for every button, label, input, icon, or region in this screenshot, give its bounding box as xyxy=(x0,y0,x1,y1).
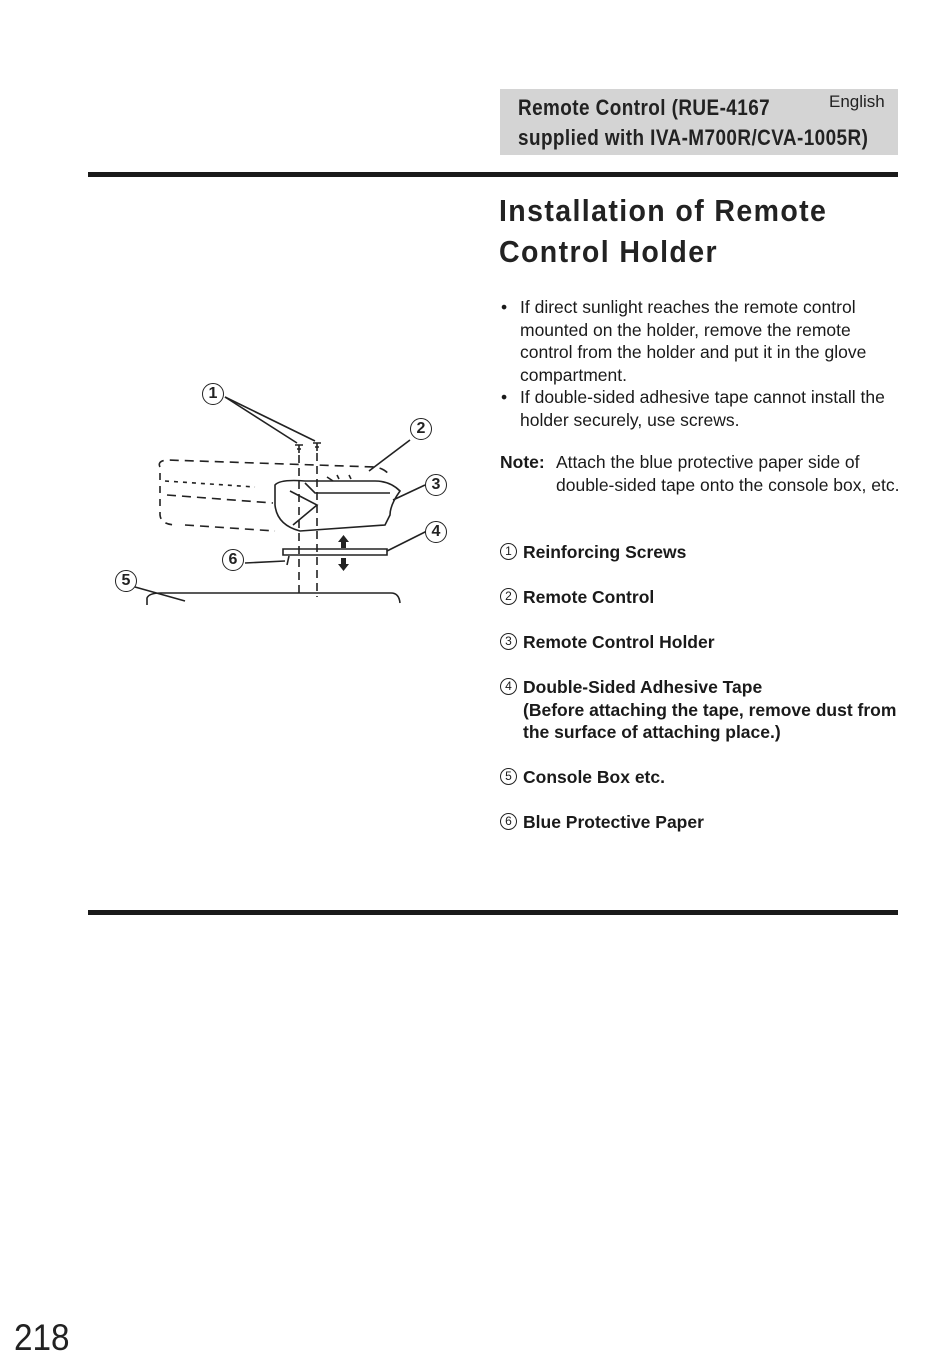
top-divider xyxy=(88,172,898,177)
part-label: Blue Protective Paper xyxy=(523,812,704,832)
part-label: Console Box etc. xyxy=(523,767,665,787)
section-title-line2: Control Holder xyxy=(499,234,718,269)
bullet-item: • If double-sided adhesive tape cannot install the holder securely, use screws. xyxy=(500,386,900,431)
parts-list xyxy=(500,541,900,856)
callout-4: 4 xyxy=(425,521,447,543)
language-label: English xyxy=(829,92,885,111)
holder-illustration xyxy=(105,375,465,615)
part-number-1: 1 xyxy=(500,543,517,560)
part-number-2: 2 xyxy=(500,588,517,605)
part-label: Remote Control Holder xyxy=(523,632,715,652)
part-number-6: 6 xyxy=(500,813,517,830)
callout-1: 1 xyxy=(202,383,224,405)
part-item xyxy=(500,766,900,789)
callout-5: 5 xyxy=(115,570,137,592)
part-item xyxy=(500,631,900,654)
bottom-divider xyxy=(88,910,898,915)
bullet-item: • If direct sunlight reaches the remote control mounted on the holder, remove the remote control from the holder and put it in the glove compartment. xyxy=(500,296,900,386)
part-number-4: 4 xyxy=(500,678,517,695)
part-label: Double-Sided Adhesive Tape xyxy=(523,677,763,697)
callout-2: 2 xyxy=(410,418,432,440)
part-number-5: 5 xyxy=(500,768,517,785)
part-sublabel: (Before attaching the tape, remove dust from the surface of attaching place.) xyxy=(523,699,897,742)
part-item xyxy=(500,676,900,744)
header-title-line2: supplied with IVA-M700R/CVA-1005R) xyxy=(518,125,869,150)
section-title-line1: Installation of Remote xyxy=(499,193,828,228)
part-number-3: 3 xyxy=(500,633,517,650)
part-item xyxy=(500,811,900,834)
part-item xyxy=(500,541,900,564)
header-title-line1: Remote Control (RUE-4167 xyxy=(518,95,771,120)
note xyxy=(500,451,900,496)
section-title xyxy=(499,190,876,272)
part-item xyxy=(500,586,900,609)
bullet-list xyxy=(500,296,900,431)
part-label: Remote Control xyxy=(523,587,655,607)
installation-diagram xyxy=(105,375,465,615)
note-text: Attach the blue protective paper side of double-sided tape onto the console box, etc. xyxy=(556,452,900,495)
callout-3: 3 xyxy=(425,474,447,496)
part-label: Reinforcing Screws xyxy=(523,542,687,562)
note-label: Note: xyxy=(500,452,545,472)
page-number: 218 xyxy=(14,1317,70,1358)
callout-6: 6 xyxy=(222,549,244,571)
